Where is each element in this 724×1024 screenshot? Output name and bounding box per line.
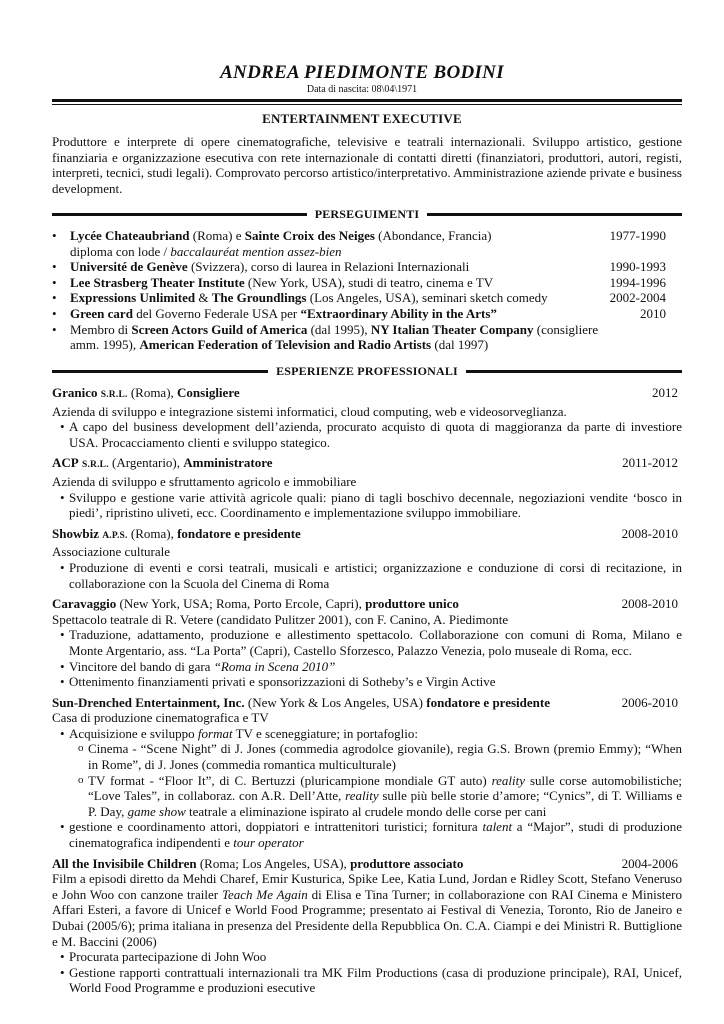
- job-bullet: • A capo del business development dell’azienda, procurato acquisto di quota di maggioranza da parte di investiore USA. Procacciamento clienti e sviluppo stategico.: [60, 419, 682, 450]
- job-entry: [52, 695, 682, 851]
- education-item: • Green card del Governo Federale USA per “Extraordinary Ability in the Arts” 2010: [52, 305, 666, 321]
- section-header-education: [52, 206, 682, 222]
- job-role: fondatore e presidente: [177, 525, 301, 541]
- job-year: 2011-2012: [622, 455, 678, 471]
- profile-summary: Produttore e interprete di opere cinematografiche, televisive e teatrali internazionali. Sviluppo artistico, gestione finanziaria e organizzazione esecutiva con rete internazionale di contatti diretti (finanziatori, produttori, autori, registi, interpreti, tecnici, studi legali). Comprovato percorso artistico/interpretativo. Amministrazione aziende private e business development.: [52, 134, 682, 196]
- job-year: 2004-2006: [621, 855, 678, 871]
- company-name: Sun-Drenched Entertainment, Inc.: [52, 694, 245, 710]
- birth-date: Data di nascita: 08\04\1971: [306, 84, 418, 95]
- job-header: Granico S.R.L. (Roma), Consigliere 2012: [52, 385, 678, 400]
- job-bullet: • Traduzione, adattamento, produzione e allestimento spettacolo. Collaborazione con comuni di Roma, Milano e Monte Argentario, ass. “La Porta” (Capri), Castello Sforzesco, Palazzo Venezia, polo museale di Roma, ecc.: [60, 627, 682, 658]
- header-rule-thick: [52, 99, 682, 102]
- institution: Sainte Croix des Neiges: [244, 228, 375, 243]
- job-bullet: • Acquisizione e sviluppo format TV e sceneggiature; in portafoglio:: [60, 725, 419, 741]
- company-name: All the Invisibile Children: [52, 855, 197, 871]
- section-header-experience: [52, 363, 682, 379]
- education-year: 1990-1993: [609, 259, 666, 275]
- job-bullet: • Procurata partecipazione di John Woo: [60, 949, 267, 965]
- job-year: 2008-2010: [621, 525, 678, 541]
- job-header: Sun-Drenched Entertainment, Inc. (New York & Los Angeles, USA) fondatore e presidente 2006-2010: [52, 694, 678, 710]
- section-rule-left: [52, 213, 307, 216]
- job-bullet: • Sviluppo e gestione varie attività agricole quali: piano di tagli boschivo decennale, negoziazioni vendite ‘bosco in piedi’, ripristino uliveti, ecc. Coordinamento e implementazione sviluppo immobiliare.: [60, 489, 682, 521]
- job-header: Showbiz A.P.S. (Roma), fondatore e presidente 2008-2010: [52, 525, 678, 541]
- job-entry: [52, 526, 682, 591]
- professional-title: ENTERTAINMENT EXECUTIVE: [262, 111, 462, 126]
- institution: Expressions Unlimited: [70, 290, 196, 306]
- experience-list: [52, 385, 682, 1001]
- education-year: 2002-2004: [609, 290, 666, 306]
- education-list: [52, 228, 682, 353]
- company-description: Azienda di sviluppo e sfruttamento agricolo e immobiliare: [52, 473, 357, 489]
- section-rule-right: [466, 370, 682, 373]
- job-bullet: • Gestione rapporti contrattuali internazionali tra MK Film Productions (casa di produzione principale), RAI, Unicef, World Food Programme e produzioni esecutive: [60, 964, 682, 996]
- header-rule-thin: [52, 104, 682, 105]
- job-header: Caravaggio (New York, USA; Roma, Porto Ercole, Capri), produttore unico 2008-2010: [52, 596, 678, 612]
- company-name: Caravaggio: [52, 596, 117, 612]
- education-item: • Lee Strasberg Theater Institute (New York, USA), studi di teatro, cinema e TV 1994-1996: [52, 274, 666, 290]
- institution: Université de Genève: [70, 259, 188, 275]
- job-entry: [52, 385, 682, 450]
- institution: Lee Strasberg Theater Institute: [70, 274, 245, 290]
- job-role: Consigliere: [177, 385, 240, 400]
- company-name: ACP: [52, 455, 79, 471]
- company-name: Granico: [52, 385, 98, 400]
- company-description: Spettacolo teatrale di R. Vetere (candidato Pulitzer 2001), con F. Canino, A. Piedimonte: [52, 611, 509, 627]
- job-year: 2006-2010: [621, 694, 678, 710]
- company-description: Associazione culturale: [52, 544, 171, 560]
- company-name: Showbiz: [52, 525, 99, 541]
- institution: The Groundlings: [211, 290, 307, 306]
- job-bullet: • Vincitore del bando di gara “Roma in Scena 2010”: [60, 658, 336, 674]
- education-item: • Expressions Unlimited & The Groundlings (Los Angeles, USA), seminari sketch comedy 2002-2004: [52, 290, 666, 306]
- education-item: • Lycée Chateaubriand (Roma) e Sainte Croix des Neiges (Abondance, Francia) diploma con lode / baccalauréat mention assez-bien 1977-1990: [52, 228, 666, 259]
- organization: NY Italian Theater Company: [370, 321, 534, 337]
- job-header: All the Invisibile Children (Roma; Los Angeles, USA), produttore associato 2004-2006: [52, 855, 678, 871]
- job-role: Amministratore: [183, 455, 273, 471]
- job-sub-bullet: o TV format - “Floor It”, di C. Bertuzzi (pluricampione mondiale GT auto) reality sulle corse automobilistiche; “Love Tales”, in collaboraz. con A.R. Dell’Atte, reality sulle più belle storie d’amore; “Cynics”, di T. Williams e P. Day, game show teatrale a eliminazione ispirato al crudele mondo delle corse per cani: [78, 772, 683, 819]
- section-title-education: PERSEGUIMENTI: [314, 206, 420, 221]
- company-description: Film a episodi diretto da Mehdi Charef, Emir Kusturica, Spike Lee, Katia Lund, Jordan e Ridley Scott, Stefano Veneruso e John Woo con canzone trailer Teach Me Again di Elisa e Tina Turner; in collaborazione con RAI Cinema e Ministero Affari Esteri, a favore di Unicef e World Food Programme; presentato ai Festival di Venezia, Toronto, Rio de Janeiro e Dubai (2005/6); prima italiana in presenza del Presidente della Repubblica On. C.A. Ciampi e dei Ministri R. Buttiglione e M. Baccini (2006): [52, 871, 683, 949]
- company-description: Casa di produzione cinematografica e TV: [52, 710, 269, 726]
- job-entry: [52, 596, 682, 690]
- job-year: 2012: [652, 385, 678, 400]
- job-bullet: • gestione e coordinamento attori, doppiatori e intrattenitori turistici; fornitura talent a “Major”, studi di produzione cinematografica indipendenti e tour operator: [60, 819, 682, 851]
- job-entry: [52, 455, 682, 520]
- organization: American Federation of Television and Radio Artists: [139, 337, 432, 353]
- job-role: produttore associato: [350, 855, 464, 871]
- job-role: fondatore e presidente: [426, 694, 550, 710]
- job-role: produttore unico: [365, 596, 459, 612]
- section-title-experience: ESPERIENZE PROFESSIONALI: [276, 363, 458, 378]
- education-item: • Membro di Screen Actors Guild of America (dal 1995), NY Italian Theater Company (consigliere amm. 1995), American Federation of Television and Radio Artists (dal 1997): [52, 321, 599, 353]
- job-entry: [52, 856, 682, 996]
- job-header: ACP S.R.L. (Argentario), Amministratore 2011-2012: [52, 455, 678, 471]
- education-year: 2010: [640, 305, 666, 321]
- organization: Screen Actors Guild of America: [131, 321, 308, 337]
- education-year: 1994-1996: [609, 274, 666, 290]
- company-description: Azienda di sviluppo e integrazione sistemi informatici, cloud computing, web e videosorveglianza.: [52, 403, 567, 419]
- institution: Lycée Chateaubriand: [70, 228, 190, 243]
- section-rule-left: [52, 370, 268, 373]
- job-sub-bullet: o Cinema - “Scene Night” di J. Jones (commedia agrodolce giovanile), regia G.S. Brown (premio Emmy); “When in Rome”, di J. Jones (commedia romantica multiculturale): [78, 741, 682, 773]
- job-bullet: • Produzione di eventi e corsi teatrali, musicali e artistici; organizzazione e conduzione di corsi di recitazione, in collaborazione con la Scuola del Cinema di Roma: [60, 559, 682, 591]
- candidate-name: ANDREA PIEDIMONTE BODINI: [220, 62, 504, 83]
- education-year: 1977-1990: [609, 228, 666, 243]
- credential-detail: “Extraordinary Ability in the Arts”: [300, 305, 497, 321]
- job-year: 2008-2010: [621, 596, 678, 612]
- credential: Green card: [70, 305, 133, 321]
- education-item: • Université de Genève (Svizzera), corso di laurea in Relazioni Internazionali 1990-1993: [52, 259, 666, 275]
- section-rule-right: [427, 213, 682, 216]
- job-bullet: • Ottenimento finanziamenti privati e sponsorizzazioni di Sotheby’s e Virgin Active: [60, 674, 496, 690]
